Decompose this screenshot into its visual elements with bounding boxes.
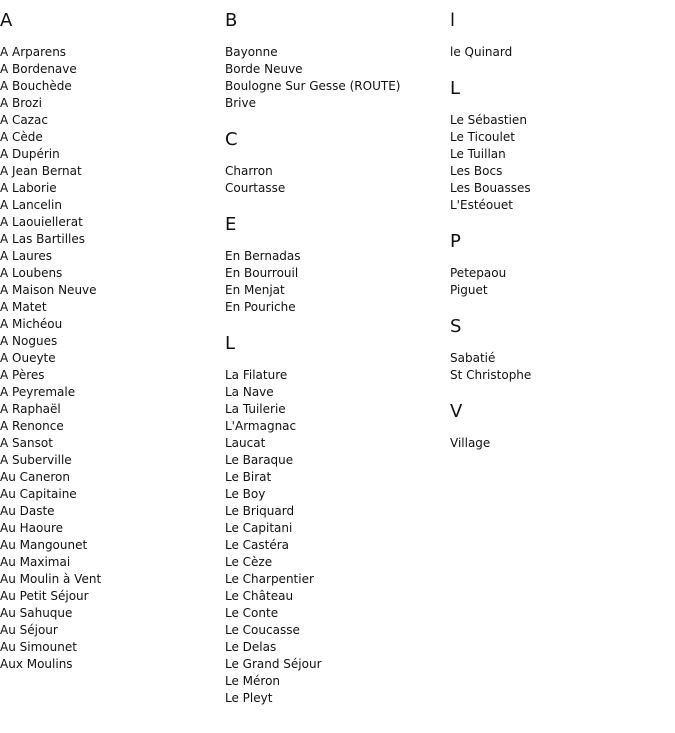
place-list — [225, 44, 445, 112]
place-link[interactable]: A Dupérin — [0, 147, 60, 161]
letter-group — [225, 128, 445, 197]
place-link[interactable]: Le Château — [225, 589, 294, 603]
place-link[interactable]: La Tuilerie — [225, 402, 286, 416]
place-link[interactable]: St Christophe — [450, 368, 532, 382]
letter-heading: A — [0, 10, 13, 31]
place-link[interactable]: A Nogues — [0, 334, 58, 348]
place-link[interactable]: A Brozi — [0, 96, 42, 110]
place-link[interactable]: A Laborie — [0, 181, 57, 195]
place-link[interactable]: Le Conte — [225, 606, 279, 620]
place-list — [450, 112, 670, 214]
letter-heading: L — [450, 78, 461, 99]
place-link[interactable]: Sabatié — [450, 351, 496, 365]
place-link[interactable]: Au Moulin à Vent — [0, 572, 102, 586]
place-list — [225, 163, 445, 197]
place-link[interactable]: Au Sahuque — [0, 606, 73, 620]
letter-group — [450, 77, 670, 214]
place-link[interactable]: A Laouiellerat — [0, 215, 83, 229]
place-link[interactable]: Au Haoure — [0, 521, 64, 535]
place-link[interactable]: A Cazac — [0, 113, 49, 127]
letter-heading: C — [225, 129, 238, 150]
letter-heading: V — [450, 401, 463, 422]
place-link[interactable]: Au Petit Séjour — [0, 589, 89, 603]
place-link[interactable]: La Filature — [225, 368, 288, 382]
place-link[interactable]: A Matet — [0, 300, 47, 314]
place-link[interactable]: A Pères — [0, 368, 45, 382]
letter-heading: P — [450, 231, 461, 252]
place-link[interactable]: A Maison Neuve — [0, 283, 97, 297]
letter-heading: L — [225, 333, 236, 354]
index-column-2 — [225, 9, 445, 723]
place-link[interactable]: L'Armagnac — [225, 419, 297, 433]
place-link[interactable]: Les Bocs — [450, 164, 503, 178]
letter-group — [225, 213, 445, 316]
place-link[interactable]: Au Simounet — [0, 640, 77, 654]
place-link[interactable]: Boulogne Sur Gesse (ROUTE) — [225, 79, 401, 93]
place-link[interactable]: Le Méron — [225, 674, 281, 688]
place-link[interactable]: Charron — [225, 164, 273, 178]
place-link[interactable]: Bayonne — [225, 45, 278, 59]
place-link[interactable]: Au Séjour — [0, 623, 58, 637]
letter-group — [225, 9, 445, 112]
place-link[interactable]: A Cède — [0, 130, 43, 144]
place-list — [450, 350, 670, 384]
place-link[interactable]: A Lancelin — [0, 198, 62, 212]
place-link[interactable]: A Suberville — [0, 453, 72, 467]
place-link[interactable]: A Arparens — [0, 45, 67, 59]
place-link[interactable]: Le Tuillan — [450, 147, 506, 161]
place-link[interactable]: Petepaou — [450, 266, 507, 280]
letter-group — [450, 315, 670, 384]
place-list — [0, 44, 220, 673]
place-link[interactable]: L'Estéouet — [450, 198, 513, 212]
letter-group — [450, 400, 670, 452]
place-list — [450, 265, 670, 299]
place-list — [225, 248, 445, 316]
index-column-1 — [0, 9, 220, 689]
place-link[interactable]: Le Capitani — [225, 521, 293, 535]
place-link[interactable]: A Oueyte — [0, 351, 56, 365]
place-link[interactable]: En Bourrouil — [225, 266, 299, 280]
place-link[interactable]: Le Cèze — [225, 555, 273, 569]
place-link[interactable]: Le Baraque — [225, 453, 294, 467]
place-link[interactable]: A Las Bartilles — [0, 232, 85, 246]
place-link[interactable]: Au Caneron — [0, 470, 70, 484]
letter-heading: S — [450, 316, 462, 337]
place-link[interactable]: Le Coucasse — [225, 623, 300, 637]
letter-group — [225, 332, 445, 707]
place-link[interactable]: A Sansot — [0, 436, 53, 450]
place-link[interactable]: A Bordenave — [0, 62, 77, 76]
place-link[interactable]: Brive — [225, 96, 256, 110]
place-link[interactable]: A Jean Bernat — [0, 164, 82, 178]
place-link[interactable]: Aux Moulins — [0, 657, 73, 671]
place-link[interactable]: A Peyremale — [0, 385, 76, 399]
place-link[interactable]: Laucat — [225, 436, 266, 450]
place-link[interactable]: Le Ticoulet — [450, 130, 515, 144]
place-link[interactable]: En Bernadas — [225, 249, 301, 263]
place-link[interactable]: A Loubens — [0, 266, 63, 280]
place-link[interactable]: Courtasse — [225, 181, 286, 195]
place-list — [450, 44, 670, 61]
place-link[interactable]: A Bouchède — [0, 79, 72, 93]
place-link[interactable]: Le Birat — [225, 470, 272, 484]
place-link[interactable]: Au Capitaine — [0, 487, 77, 501]
letter-heading: B — [225, 10, 238, 31]
letter-group — [0, 9, 220, 673]
place-link[interactable]: Piguet — [450, 283, 488, 297]
place-list — [225, 367, 445, 707]
index-column-3 — [450, 9, 670, 468]
place-link[interactable]: Borde Neuve — [225, 62, 303, 76]
place-link[interactable]: Le Briquard — [225, 504, 295, 518]
letter-heading: l — [450, 10, 456, 31]
place-link[interactable]: Au Daste — [0, 504, 55, 518]
place-link[interactable]: Le Sébastien — [450, 113, 527, 127]
letter-group — [450, 230, 670, 299]
place-link[interactable]: Les Bouasses — [450, 181, 531, 195]
place-link[interactable]: A Renonce — [0, 419, 64, 433]
letter-group — [450, 9, 670, 61]
place-link[interactable]: Au Mangounet — [0, 538, 88, 552]
place-link[interactable]: Le Pleyt — [225, 691, 273, 705]
place-link[interactable]: le Quinard — [450, 45, 513, 59]
place-link[interactable]: Le Castéra — [225, 538, 290, 552]
place-link[interactable]: Le Charpentier — [225, 572, 314, 586]
place-link[interactable]: En Pouriche — [225, 300, 296, 314]
place-link[interactable]: Le Boy — [225, 487, 266, 501]
place-list — [450, 435, 670, 452]
place-link[interactable]: Le Grand Séjour — [225, 657, 322, 671]
place-link[interactable]: Le Delas — [225, 640, 277, 654]
place-link[interactable]: La Nave — [225, 385, 274, 399]
place-link[interactable]: A Raphaël — [0, 402, 61, 416]
place-link[interactable]: A Michéou — [0, 317, 63, 331]
place-link[interactable]: Village — [450, 436, 491, 450]
letter-heading: E — [225, 214, 237, 235]
place-link[interactable]: En Menjat — [225, 283, 285, 297]
place-link[interactable]: Au Maximai — [0, 555, 71, 569]
place-link[interactable]: A Laures — [0, 249, 52, 263]
